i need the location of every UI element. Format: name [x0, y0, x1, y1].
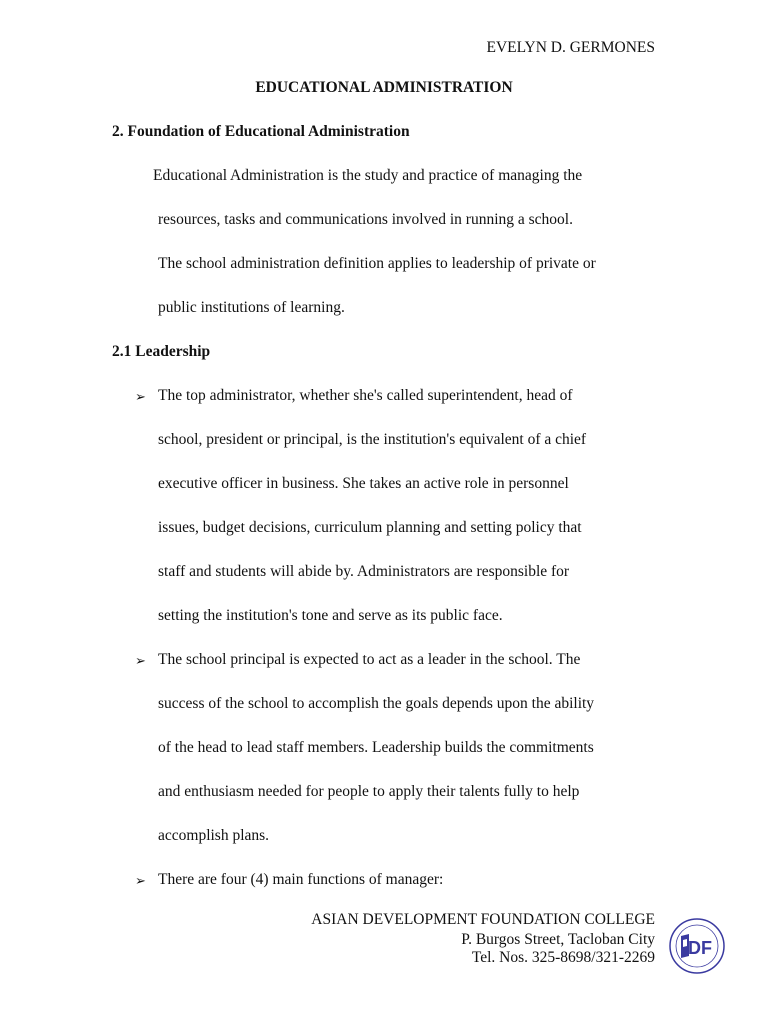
intro-line: resources, tasks and communications involved in running a school.: [158, 211, 573, 228]
bullet-arrow-icon: ➢: [135, 653, 146, 668]
bullet-line: of the head to lead staff members. Leadership builds the commitments: [158, 739, 594, 756]
document-title: EDUCATIONAL ADMINISTRATION: [255, 79, 513, 96]
author-name: EVELYN D. GERMONES: [486, 39, 655, 56]
section-heading: 2. Foundation of Educational Administration: [112, 123, 410, 140]
bullet-line: staff and students will abide by. Administrators are responsible for: [158, 563, 570, 580]
bullet-line: and enthusiasm needed for people to apply their talents fully to help: [158, 783, 580, 800]
bullet-line: executive officer in business. She takes an active role in personnel: [158, 475, 569, 492]
bullet-line: school, president or principal, is the institution's equivalent of a chief: [158, 431, 587, 448]
bullet-line: The top administrator, whether she's called superintendent, head of: [158, 387, 573, 404]
bullet-line: issues, budget decisions, curriculum planning and setting policy that: [158, 519, 582, 536]
logo-text: DF: [688, 938, 712, 958]
college-address: P. Burgos Street, Tacloban City: [461, 931, 655, 948]
intro-line: Educational Administration is the study and practice of managing the: [153, 167, 583, 184]
intro-line: public institutions of learning.: [158, 299, 345, 316]
college-logo-icon: [667, 916, 727, 976]
bullet-line: success of the school to accomplish the goals depends upon the ability: [158, 695, 595, 712]
subsection-heading: 2.1 Leadership: [112, 343, 211, 360]
bullet-line: There are four (4) main functions of manager:: [158, 871, 444, 888]
bullet-arrow-icon: ➢: [135, 389, 146, 404]
bullet-line: accomplish plans.: [158, 827, 270, 844]
intro-line: The school administration definition applies to leadership of private or: [158, 255, 596, 272]
college-phone: Tel. Nos. 325-8698/321-2269: [471, 949, 655, 966]
college-name: ASIAN DEVELOPMENT FOUNDATION COLLEGE: [311, 911, 655, 928]
bullet-line: setting the institution's tone and serve as its public face.: [158, 607, 503, 624]
bullet-line: The school principal is expected to act as a leader in the school. The: [158, 651, 581, 668]
bullet-arrow-icon: ➢: [135, 873, 146, 888]
